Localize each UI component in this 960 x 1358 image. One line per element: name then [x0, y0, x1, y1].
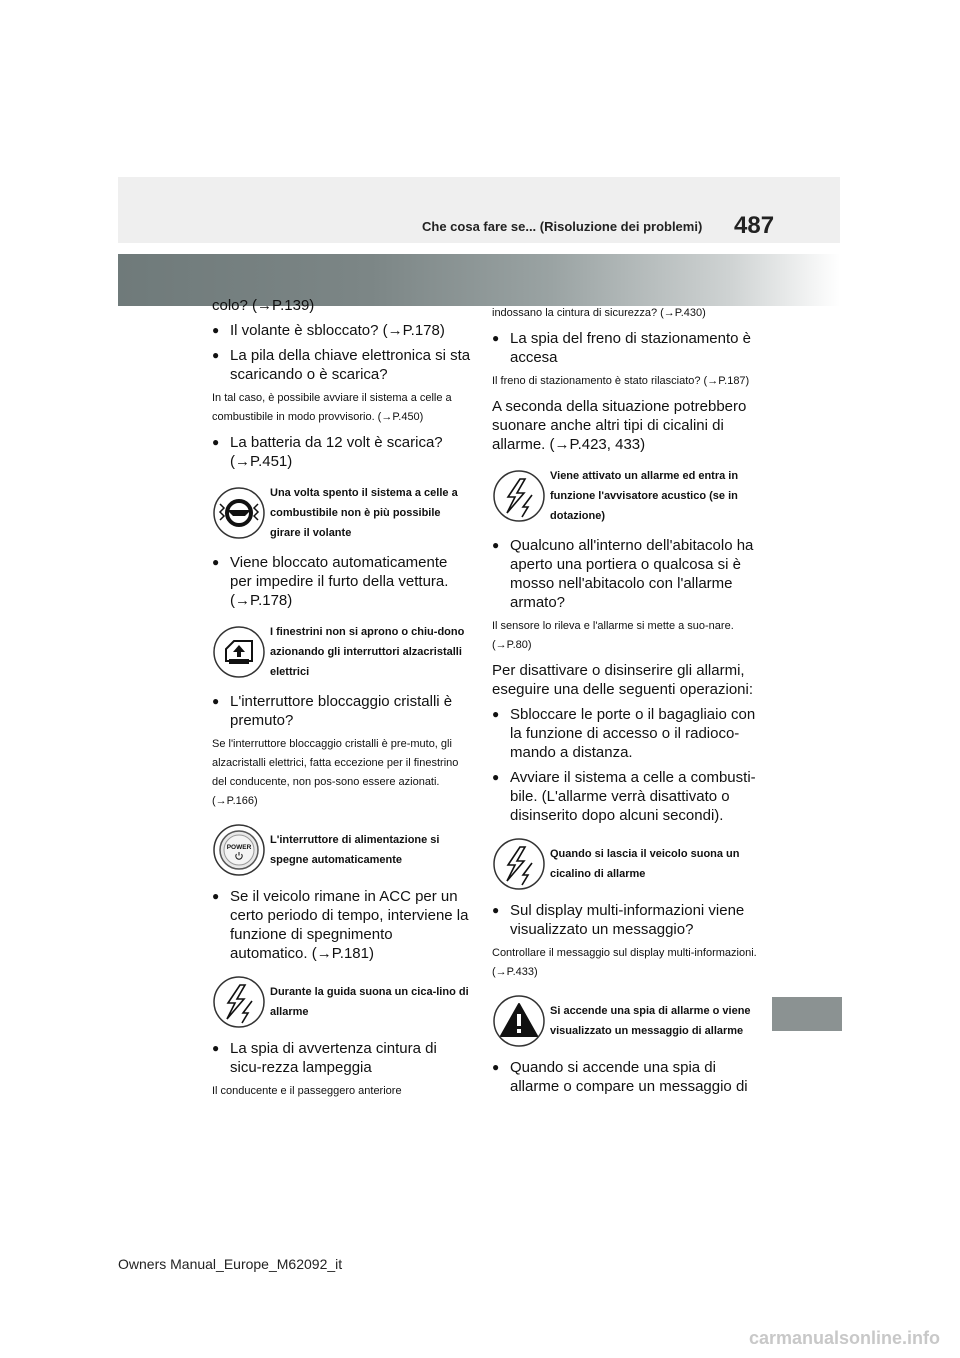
chapter-tab [772, 997, 842, 1031]
warning-heading: Si accende una spia di allarme o viene visualizzato un messaggio di allarme [550, 1005, 751, 1037]
warning-block [492, 994, 757, 1048]
body-paragraph: A seconda della situazione potrebbero suonare anche altri tipi di cicalini di allarme. (→P.423, 433) [492, 398, 747, 453]
window-lock-icon [212, 625, 266, 679]
warning-block [212, 622, 472, 682]
body-note: Il conducente e il passeggero anteriore [212, 1085, 402, 1097]
right-column [492, 296, 757, 1096]
warning-block [212, 975, 472, 1029]
bullet-item: ● Il volante è sbloccato? (→P.178) [212, 321, 472, 340]
body-note: indossano la cintura di sicurezza? (→P.430) [492, 307, 706, 319]
left-column [212, 296, 472, 1101]
footer-text: Owners Manual_Europe_M62092_it [118, 1256, 343, 1272]
bullet-item: ● La spia di avvertenza cintura di sicu-rezza lampeggia [212, 1039, 472, 1077]
alarm-lightning-icon [492, 837, 546, 891]
warning-heading: Durante la guida suona un cica-lino di allarme [270, 986, 469, 1018]
bullet-item: ● La spia del freno di stazionamento è accesa [492, 329, 757, 367]
steering-lock-icon [212, 486, 266, 540]
warning-heading: L'interruttore di alimentazione si spegne automaticamente [270, 834, 440, 866]
bullet-item: ● L'interruttore bloccaggio cristalli è premuto? [212, 692, 472, 730]
body-note: In tal caso, è possibile avviare il sistema a celle a combustibile in modo provvisorio. (→P.450) [212, 392, 452, 423]
alarm-lightning-icon [492, 469, 546, 523]
alarm-lightning-icon [212, 975, 266, 1029]
bullet-item: ● Viene bloccato automaticamente per impedire il furto della vettura. (→P.178) [212, 553, 472, 610]
bullet-item: ● Qualcuno all'interno dell'abitacolo ha aperto una portiera o qualcosa si è mosso nell'abitacolo con l'allarme armato? [492, 536, 757, 612]
warning-heading: Quando si lascia il veicolo suona un cicalino di allarme [550, 848, 740, 880]
bullet-item: ● Sul display multi-informazioni viene visualizzato un messaggio? [492, 901, 757, 939]
watermark: carmanualsonline.info [748, 1328, 940, 1348]
warning-block [492, 466, 757, 526]
body-note: Se l'interruttore bloccaggio cristalli è pre-muto, gli alzacristalli elettrici, fatta eccezione per il finestrino del conducente, non pos-sono essere azionati. (→P.166) [212, 738, 459, 807]
warning-block [212, 483, 472, 543]
continued-text: colo? (→P.139) [212, 297, 315, 314]
power-label: POWER [226, 844, 252, 851]
bullet-item: ● La batteria da 12 volt è scarica? (→P.451) [212, 433, 472, 471]
warning-triangle-icon [492, 994, 546, 1048]
bullet-item: ● Sbloccare le porte o il bagagliaio con la funzione di accesso o il radioco-mando a distanza. [492, 705, 757, 762]
body-note: Controllare il messaggio sul display multi-informazioni. (→P.433) [492, 947, 757, 978]
bullet-item: ● Se il veicolo rimane in ACC per un certo periodo di tempo, interviene la funzione di spegnimento automatico. (→P.181) [212, 887, 472, 963]
body-note: Il sensore lo rileva e l'allarme si mette a suo-nare. (→P.80) [492, 620, 734, 651]
page-number: 487 [734, 212, 775, 239]
section-title: Che cosa fare se... (Risoluzione dei problemi) [422, 219, 703, 234]
warning-heading: Una volta spento il sistema a celle a combustibile non è più possibile girare il volante [270, 487, 458, 539]
warning-heading: I finestrini non si aprono o chiu-dono azionando gli interruttori alzacristalli elettrici [270, 626, 465, 678]
bullet-item: ● Avviare il sistema a celle a combusti-bile. (L'allarme verrà disattivato o disinserito dopo alcuni secondi). [492, 768, 757, 825]
power-button-icon [212, 823, 266, 877]
warning-block [212, 823, 472, 877]
bullet-item: ● La pila della chiave elettronica si sta scaricando o è scarica? [212, 346, 472, 384]
warning-heading: Viene attivato un allarme ed entra in funzione l'avvisatore acustico (se in dotazione) [550, 470, 739, 522]
body-note: Il freno di stazionamento è stato rilasciato? (→P.187) [492, 375, 750, 387]
bullet-item: ● Quando si accende una spia di allarme o compare un messaggio di [492, 1058, 757, 1096]
body-paragraph: Per disattivare o disinserire gli allarmi, eseguire una delle seguenti operazioni: [492, 662, 754, 698]
warning-block [492, 837, 757, 891]
